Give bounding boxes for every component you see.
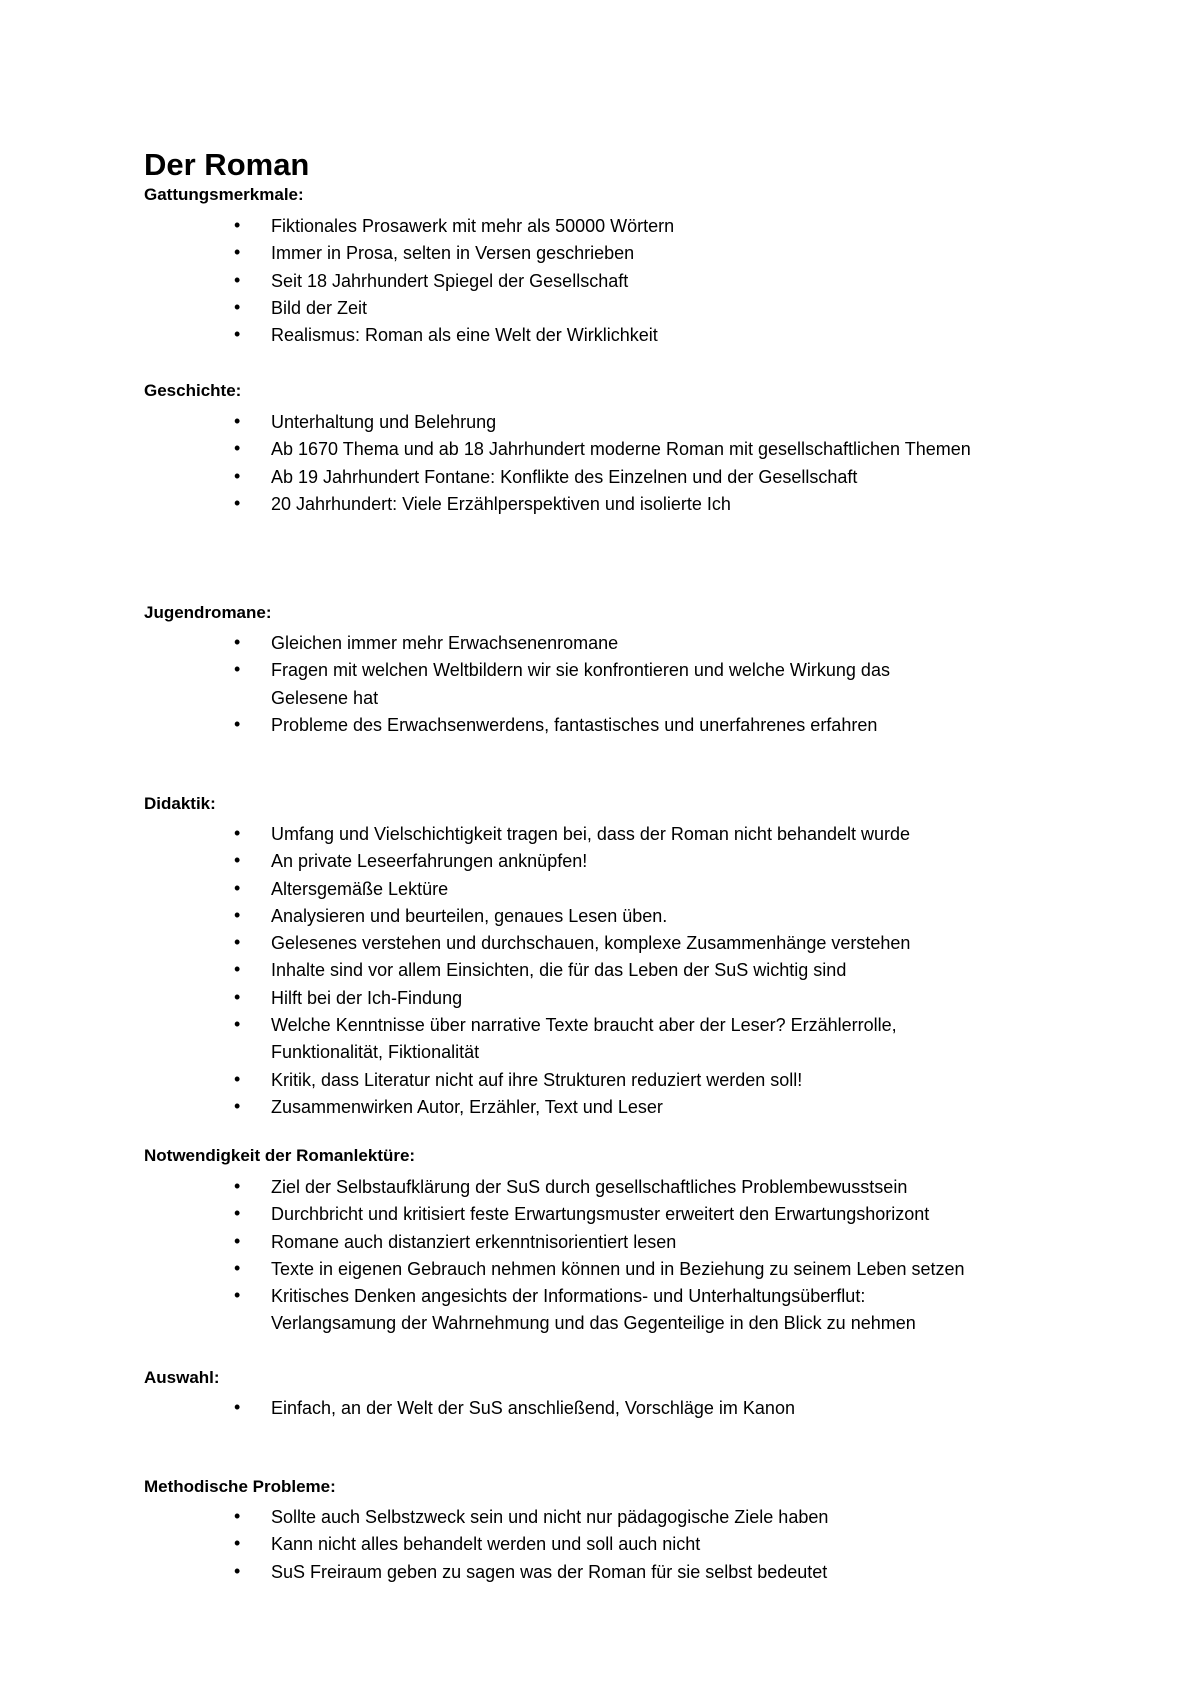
- list-item: [0, 1012, 910, 1067]
- list-item: [0, 1094, 910, 1121]
- list-item-text: Gelesene hat: [271, 687, 379, 708]
- bullet-icon: •: [234, 659, 241, 680]
- list-item-text: Ab 19 Jahrhundert Fontane: Konflikte des Einzelnen und der Gesellschaft: [271, 466, 858, 487]
- section-heading: Auswahl:: [144, 1368, 220, 1387]
- list-item-text: Bild der Zeit: [271, 297, 368, 318]
- list-item: [0, 903, 910, 930]
- list-item: [0, 876, 910, 903]
- bullet-icon: •: [234, 1068, 241, 1089]
- list-item-text: Durchbricht und kritisiert feste Erwartungsmuster erweitert den Erwartungshorizont: [271, 1204, 930, 1225]
- bullet-icon: •: [234, 438, 241, 459]
- list-item: [0, 712, 890, 739]
- list-item-text: Ab 1670 Thema und ab 18 Jahrhundert moderne Roman mit gesellschaftlichen Themen: [271, 439, 971, 460]
- list-item-text: Fiktionales Prosawerk mit mehr als 50000 Wörtern: [271, 216, 675, 236]
- list-item: [0, 821, 910, 848]
- list-item-text: Kritisches Denken angesichts der Informations- und Unterhaltungsüberflut:: [271, 1286, 866, 1307]
- list-item: [0, 464, 971, 491]
- bullet-icon: •: [234, 1014, 241, 1035]
- document-title: Der Roman: [144, 147, 310, 182]
- section-heading: Jugendromane:: [144, 603, 272, 622]
- list-item-text: Kann nicht alles behandelt werden und soll auch nicht: [271, 1534, 701, 1555]
- bullet-icon: •: [234, 242, 241, 263]
- bullet-icon: •: [234, 1203, 241, 1224]
- section-heading: Gattungsmerkmale:: [144, 185, 304, 204]
- bullet-list: [0, 821, 910, 1121]
- list-item: [0, 268, 674, 295]
- bullet-icon: •: [234, 1533, 241, 1554]
- list-item-text: Inhalte sind vor allem Einsichten, die für das Leben der SuS wichtig sind: [271, 960, 847, 981]
- list-item-text: 20 Jahrhundert: Viele Erzählperspektiven und isolierte Ich: [271, 493, 731, 514]
- list-item-text: Fragen mit welchen Weltbildern wir sie konfrontieren und welche Wirkung das: [271, 660, 890, 681]
- list-item-text: Texte in eigenen Gebrauch nehmen können und in Beziehung zu seinem Leben setzen: [271, 1258, 965, 1279]
- bullet-icon: •: [234, 932, 241, 953]
- bullet-list: [0, 1504, 828, 1586]
- section-heading: Notwendigkeit der Romanlektüre:: [144, 1146, 416, 1165]
- list-item: [0, 1531, 828, 1558]
- list-item: [0, 848, 910, 875]
- list-item: [0, 1504, 828, 1531]
- list-item-text: Einfach, an der Welt der SuS anschließend, Vorschläge im Kanon: [271, 1398, 795, 1418]
- list-item: [0, 1256, 965, 1283]
- bullet-icon: •: [234, 850, 241, 871]
- bullet-icon: •: [234, 986, 241, 1007]
- bullet-icon: •: [234, 904, 241, 925]
- list-item: [0, 213, 674, 240]
- bullet-icon: •: [234, 1230, 241, 1251]
- section-heading: Geschichte:: [144, 381, 242, 400]
- list-item: [0, 630, 890, 657]
- list-item-text: Immer in Prosa, selten in Versen geschrieben: [271, 243, 635, 264]
- bullet-icon: •: [234, 465, 241, 486]
- list-item: [0, 1559, 828, 1586]
- section-heading: Didaktik:: [144, 794, 216, 813]
- list-item-text: Verlangsamung der Wahrnehmung und das Gegenteilige in den Blick zu nehmen: [271, 1313, 916, 1334]
- list-item: [0, 657, 890, 712]
- bullet-icon: •: [234, 1176, 241, 1196]
- list-item-text: Hilft bei der Ich-Findung: [271, 987, 463, 1008]
- bullet-icon: •: [234, 1506, 241, 1526]
- list-item-text: Funktionalität, Fiktionalität: [271, 1042, 480, 1063]
- bullet-icon: •: [234, 492, 241, 513]
- bullet-icon: •: [234, 1397, 241, 1417]
- bullet-icon: •: [234, 215, 241, 235]
- list-item-text: Altersgemäße Lektüre: [271, 878, 449, 899]
- list-item-text: Analysieren und beurteilen, genaues Lesen üben.: [271, 905, 668, 926]
- list-item: [0, 957, 910, 984]
- list-item: [0, 930, 910, 957]
- list-item: [0, 240, 674, 267]
- list-item: [0, 1201, 965, 1228]
- list-item-text: Gelesenes verstehen und durchschauen, komplexe Zusammenhänge verstehen: [271, 933, 911, 954]
- bullet-icon: •: [234, 1560, 241, 1581]
- list-item: [0, 985, 910, 1012]
- bullet-icon: •: [234, 269, 241, 290]
- bullet-list: [0, 630, 890, 739]
- bullet-icon: •: [234, 324, 241, 345]
- list-item-text: Seit 18 Jahrhundert Spiegel der Gesellschaft: [271, 270, 629, 291]
- bullet-icon: •: [234, 1257, 241, 1278]
- bullet-list: [0, 213, 674, 349]
- bullet-icon: •: [234, 713, 241, 734]
- list-item: [0, 491, 971, 518]
- bullet-icon: •: [234, 1285, 241, 1306]
- list-item-text: Ziel der Selbstaufklärung der SuS durch gesellschaftliches Problembewusstsein: [271, 1177, 908, 1197]
- list-item-text: Realismus: Roman als eine Welt der Wirklichkeit: [271, 325, 658, 346]
- list-item-text: Romane auch distanziert erkenntnisorientiert lesen: [271, 1231, 677, 1252]
- list-item-text: Sollte auch Selbstzweck sein und nicht nur pädagogische Ziele haben: [271, 1507, 829, 1527]
- list-item: [0, 1229, 965, 1256]
- bullet-icon: •: [234, 1095, 241, 1116]
- list-item: [0, 1174, 965, 1201]
- bullet-icon: •: [234, 632, 241, 652]
- list-item-text: Unterhaltung und Belehrung: [271, 412, 497, 432]
- list-item: [0, 436, 971, 463]
- list-item: [0, 1067, 910, 1094]
- list-item: [0, 322, 674, 349]
- list-item: [0, 1283, 965, 1338]
- bullet-list: [0, 1174, 965, 1338]
- bullet-icon: •: [234, 411, 241, 431]
- list-item-text: Umfang und Vielschichtigkeit tragen bei, dass der Roman nicht behandelt wurde: [271, 824, 911, 844]
- list-item-text: Zusammenwirken Autor, Erzähler, Text und Leser: [271, 1096, 663, 1117]
- bullet-icon: •: [234, 959, 241, 980]
- list-item-text: Kritik, dass Literatur nicht auf ihre Strukturen reduziert werden soll!: [271, 1069, 803, 1090]
- list-item: [0, 1395, 795, 1422]
- section-heading: Methodische Probleme:: [144, 1477, 336, 1496]
- list-item-text: Probleme des Erwachsenwerdens, fantastisches und unerfahrenes erfahren: [271, 714, 878, 735]
- bullet-icon: •: [234, 877, 241, 898]
- list-item: [0, 295, 674, 322]
- list-item: [0, 409, 971, 436]
- bullet-icon: •: [234, 823, 241, 843]
- bullet-list: [0, 1395, 795, 1422]
- list-item-text: Gleichen immer mehr Erwachsenenromane: [271, 633, 619, 653]
- list-item-text: An private Leseerfahrungen anknüpfen!: [271, 851, 588, 872]
- list-item-text: Welche Kenntnisse über narrative Texte braucht aber der Leser? Erzählerrolle,: [271, 1015, 897, 1036]
- bullet-icon: •: [234, 296, 241, 317]
- list-item-text: SuS Freiraum geben zu sagen was der Roman für sie selbst bedeutet: [271, 1561, 828, 1582]
- bullet-list: [0, 409, 971, 518]
